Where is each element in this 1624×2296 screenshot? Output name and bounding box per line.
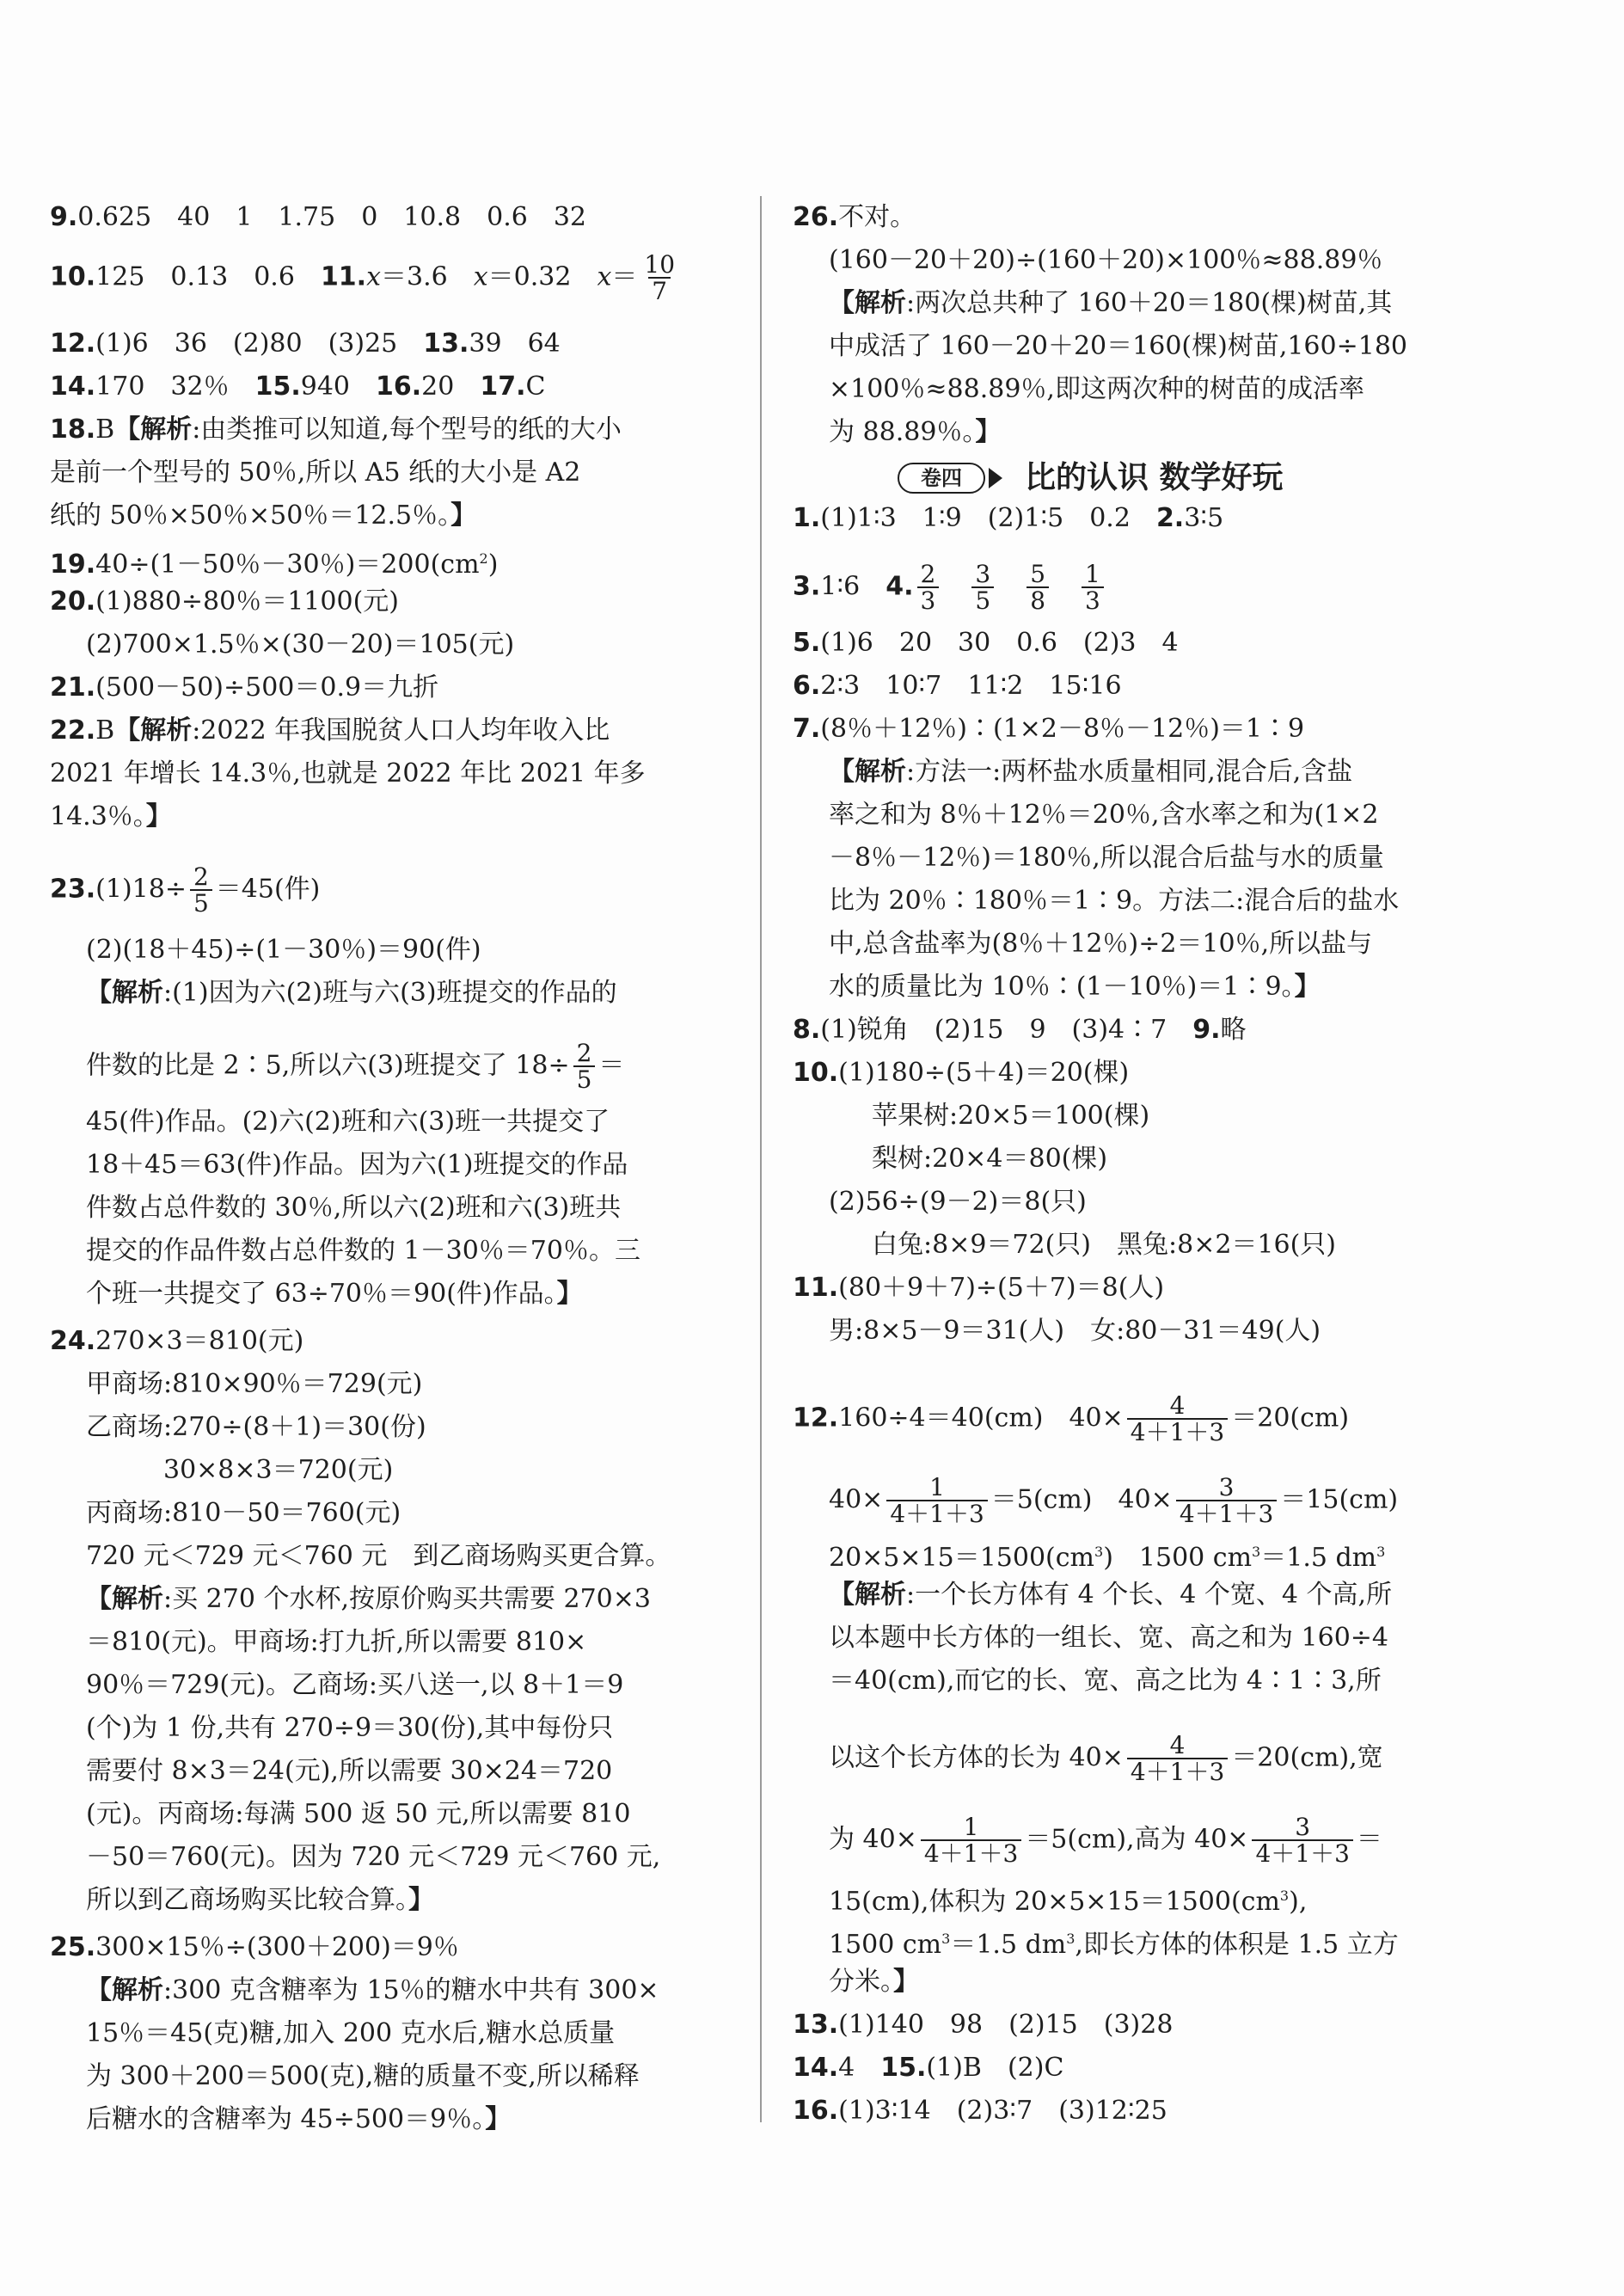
left-text-line: 24.270×3＝810(元)	[50, 1326, 304, 1356]
left-text-line: 720 元＜729 元＜760 元 到乙商场购买更合算。	[86, 1541, 671, 1571]
right-text-line: 【解析:方法一:两杯盐水质量相同,混合后,含盐	[829, 757, 1353, 787]
left-text-line: 14.3％。】	[50, 801, 172, 832]
left-text-line: 2021 年增长 14.3％,也就是 2022 年比 2021 年多	[50, 758, 646, 789]
right-text-line: 15(cm),体积为 $20\times 5\times 15=1500(cm^3)$,	[829, 1887, 1308, 1917]
right-text-line: 比为 20％∶180％＝1∶9。方法二:混合后的盐水	[829, 886, 1400, 916]
right-text-line: －8％－12％)＝180％,所以混合后盐与水的质量	[829, 843, 1384, 873]
left-text-line: ＝810(元)。甲商场:打九折,所以需要 810×	[86, 1627, 587, 1657]
right-text-line: 为 40× $\frac{1}{4+1+3}$ ＝5(cm),高为 40× $\frac{3}{4+1+3}$ ＝	[829, 1813, 1382, 1869]
left-text-line: 22.B【解析:2022 年我国脱贫人口人均年收入比	[50, 715, 610, 746]
right-text-line: 率之和为 8％＋12％＝20％,含水率之和为(1×2	[829, 800, 1379, 830]
right-text-line: ＝40(cm),而它的长、宽、高之比为 4∶1∶3,所	[829, 1666, 1382, 1696]
right-text-line: 1.(1)1∶3 1∶9 (2)1∶5 0.2 2.3∶5	[793, 503, 1224, 533]
right-text-line: 以这个长方体的长为 40× $\frac{4}{4+1+3}$ ＝20(cm),宽	[829, 1731, 1383, 1787]
right-text-line: 白兔:8×9＝72(只) 黑兔:8×2＝16(只)	[872, 1230, 1336, 1260]
left-text-line: 20.(1)880÷80％＝1100(元)	[50, 586, 399, 617]
right-text-line: 12.160÷4＝40(cm) 40× $\frac{4}{4+1+3}$ ＝20(cm)	[793, 1391, 1350, 1447]
left-text-line: 9.0.625 40 1 1.75 0 10.8 0.6 32	[50, 202, 586, 232]
left-text-line: 【解析:买 270 个水杯,按原价购买共需要 270×3	[86, 1584, 651, 1614]
right-text-line: 16.(1)3∶14 (2)3∶7 (3)12∶25	[793, 2096, 1167, 2126]
right-text-line: 分米。】	[829, 1967, 919, 1997]
right-text-line: 以本题中长方体的一组长、宽、高之和为 160÷4	[829, 1623, 1389, 1653]
right-text-line: 苹果树:20×5＝100(棵)	[872, 1101, 1150, 1131]
left-text-line: (元)。丙商场:每满 500 返 50 元,所以需要 810	[86, 1799, 631, 1829]
left-text-line: 18.B【解析:由类推可以知道,每个型号的纸的大小	[50, 414, 622, 445]
left-text-line: 18＋45＝63(件)作品。因为六(1)班提交的作品	[86, 1150, 628, 1180]
left-text-line: 为 300＋200＝500(克),糖的质量不变,所以稀释	[86, 2061, 640, 2091]
right-text-line: $20\times 5\times 15=1500(cm^3)$ 1500 $cm^3=1.5$ $dm^3$	[829, 1543, 1386, 1573]
left-text-line: 19.40÷(1－50％－30％)$=200(cm^2)$	[50, 549, 499, 580]
left-text-line: (个)为 1 份,共有 270÷9＝30(份),其中每份只	[86, 1713, 614, 1743]
left-text-line: (2)(18＋45)÷(1－30％)＝90(件)	[86, 935, 481, 965]
right-text-line: ×100％≈88.89％,即这两次种的树苗的成活率	[829, 374, 1364, 404]
right-text-line: 为 88.89％。】	[829, 417, 1002, 447]
left-text-line: 个班一共提交了 63÷70％＝90(件)作品。】	[86, 1279, 583, 1309]
left-text-line: 14.170 32％ 15.940 16.20 17.C	[50, 371, 546, 402]
right-text-line: 14.4 15.(1)B (2)C	[793, 2053, 1064, 2083]
left-text-line: 纸的 50％×50％×50％＝12.5％。】	[50, 500, 477, 531]
right-text-line: 5.(1)6 20 30 0.6 (2)3 4	[793, 628, 1179, 658]
right-text-line: 【解析:两次总共种了 160＋20＝180(棵)树苗,其	[829, 288, 1393, 318]
arrow-icon	[989, 468, 1002, 488]
right-text-line: 7.(8％＋12％)∶(1×2－8％－12％)＝1∶9	[793, 714, 1305, 744]
left-text-line: 乙商场:270÷(8＋1)＝30(份)	[86, 1412, 426, 1442]
right-text-line: 11.(80＋9＋7)÷(5＋7)＝8(人)	[793, 1273, 1165, 1303]
left-text-line: －50＝760(元)。因为 720 元＜729 元＜760 元,	[86, 1842, 661, 1872]
left-text-line: 30×8×3＝720(元)	[163, 1455, 394, 1485]
left-text-line: 件数占总件数的 30％,所以六(2)班和六(3)班共	[86, 1193, 622, 1223]
column-divider	[760, 196, 762, 2122]
left-text-line: 15％＝45(克)糖,加入 200 克水后,糖水总质量	[86, 2018, 616, 2048]
left-text-line: 【解析:(1)因为六(2)班与六(3)班提交的作品的	[86, 978, 617, 1008]
left-text-line: 25.300×15％÷(300＋200)＝9％	[50, 1932, 459, 1962]
left-text-line: 所以到乙商场购买比较合算。】	[86, 1885, 434, 1915]
right-text-line: 男:8×5－9＝31(人) 女:80－31＝49(人)	[829, 1316, 1321, 1346]
right-text-line: 10.(1)180÷(5＋4)＝20(棵)	[793, 1058, 1130, 1088]
right-text-line: 【解析:一个长方体有 4 个长、4 个宽、4 个高,所	[829, 1580, 1393, 1610]
section-heading	[898, 456, 1284, 499]
right-text-line: 13.(1)140 98 (2)15 (3)28	[793, 2010, 1174, 2040]
left-text-line: 90％＝729(元)。乙商场:买八送一,以 8＋1＝9	[86, 1670, 624, 1700]
left-text-line: 【解析:300 克含糖率为 15％的糖水中共有 300×	[86, 1975, 659, 2005]
right-text-line: 8.(1)锐角 (2)15 9 (3)4∶7 9.略	[793, 1015, 1247, 1045]
left-text-line: 提交的作品件数占总件数的 1－30％＝70％。三	[86, 1236, 640, 1266]
right-text-line: (160－20＋20)÷(160＋20)×100％≈88.89％	[829, 245, 1383, 275]
left-text-line: 需要付 8×3＝24(元),所以需要 30×24＝720	[86, 1756, 613, 1786]
left-text-line: 12.(1)6 36 (2)80 (3)25 13.39 64	[50, 328, 561, 359]
right-text-line: 水的质量比为 10％∶(1－10％)＝1∶9。】	[829, 972, 1321, 1002]
right-text-line: 梨树:20×4＝80(棵)	[872, 1144, 1108, 1174]
left-text-line: 10.125 0.13 0.6 11.x＝3.6 x＝0.32 x＝ $\frac{10}{7}$	[50, 250, 676, 306]
right-text-line: 26.不对。	[793, 202, 916, 232]
left-text-line: 丙商场:810－50＝760(元)	[86, 1498, 401, 1528]
left-text-line: (2)700×1.5％×(30－20)＝105(元)	[86, 629, 515, 660]
section-title: 比的认识 数学好玩	[1025, 460, 1284, 495]
right-text-line: 6.2∶3 10∶7 11∶2 15∶16	[793, 671, 1122, 701]
left-text-line: 21.(500－50)÷500＝0.9＝九折	[50, 672, 439, 703]
right-text-line: 40× $\frac{1}{4+1+3}$ ＝5(cm) 40× $\frac{3}{4+1+3}$ ＝15(cm)	[829, 1473, 1399, 1529]
right-text-line: 中,总含盐率为(8％＋12％)÷2＝10％,所以盐与	[829, 929, 1373, 959]
right-text-line: (2)56÷(9－2)＝8(只)	[829, 1187, 1087, 1217]
right-text-line: 中成活了 160－20＋20＝160(棵)树苗,160÷180	[829, 331, 1408, 361]
left-text-line: 23.(1)18÷ $\frac{2}{5}$ ＝45(件)	[50, 863, 321, 918]
section-badge: 卷四	[898, 463, 985, 494]
left-text-line: 45(件)作品。(2)六(2)班和六(3)班一共提交了	[86, 1107, 610, 1137]
right-text-line: 1500 $cm^3=1.5$ $dm^3$,即长方体的体积是 1.5 立方	[829, 1930, 1399, 1960]
left-text-line: 甲商场:810×90％＝729(元)	[86, 1369, 423, 1399]
left-text-line: 是前一个型号的 50％,所以 A5 纸的大小是 A2	[50, 457, 581, 488]
left-text-line: 后糖水的含糖率为 45÷500＝9％。】	[86, 2104, 512, 2134]
left-text-line: 件数的比是 2∶5,所以六(3)班提交了 18÷ $\frac{2}{5}$ ＝	[86, 1039, 625, 1095]
right-text-line: 3.1∶6 4. $\frac{2}{3}$ $\frac{3}{5}$ $\frac{5}{8}$ $\frac{1}{3}$	[793, 562, 1107, 596]
